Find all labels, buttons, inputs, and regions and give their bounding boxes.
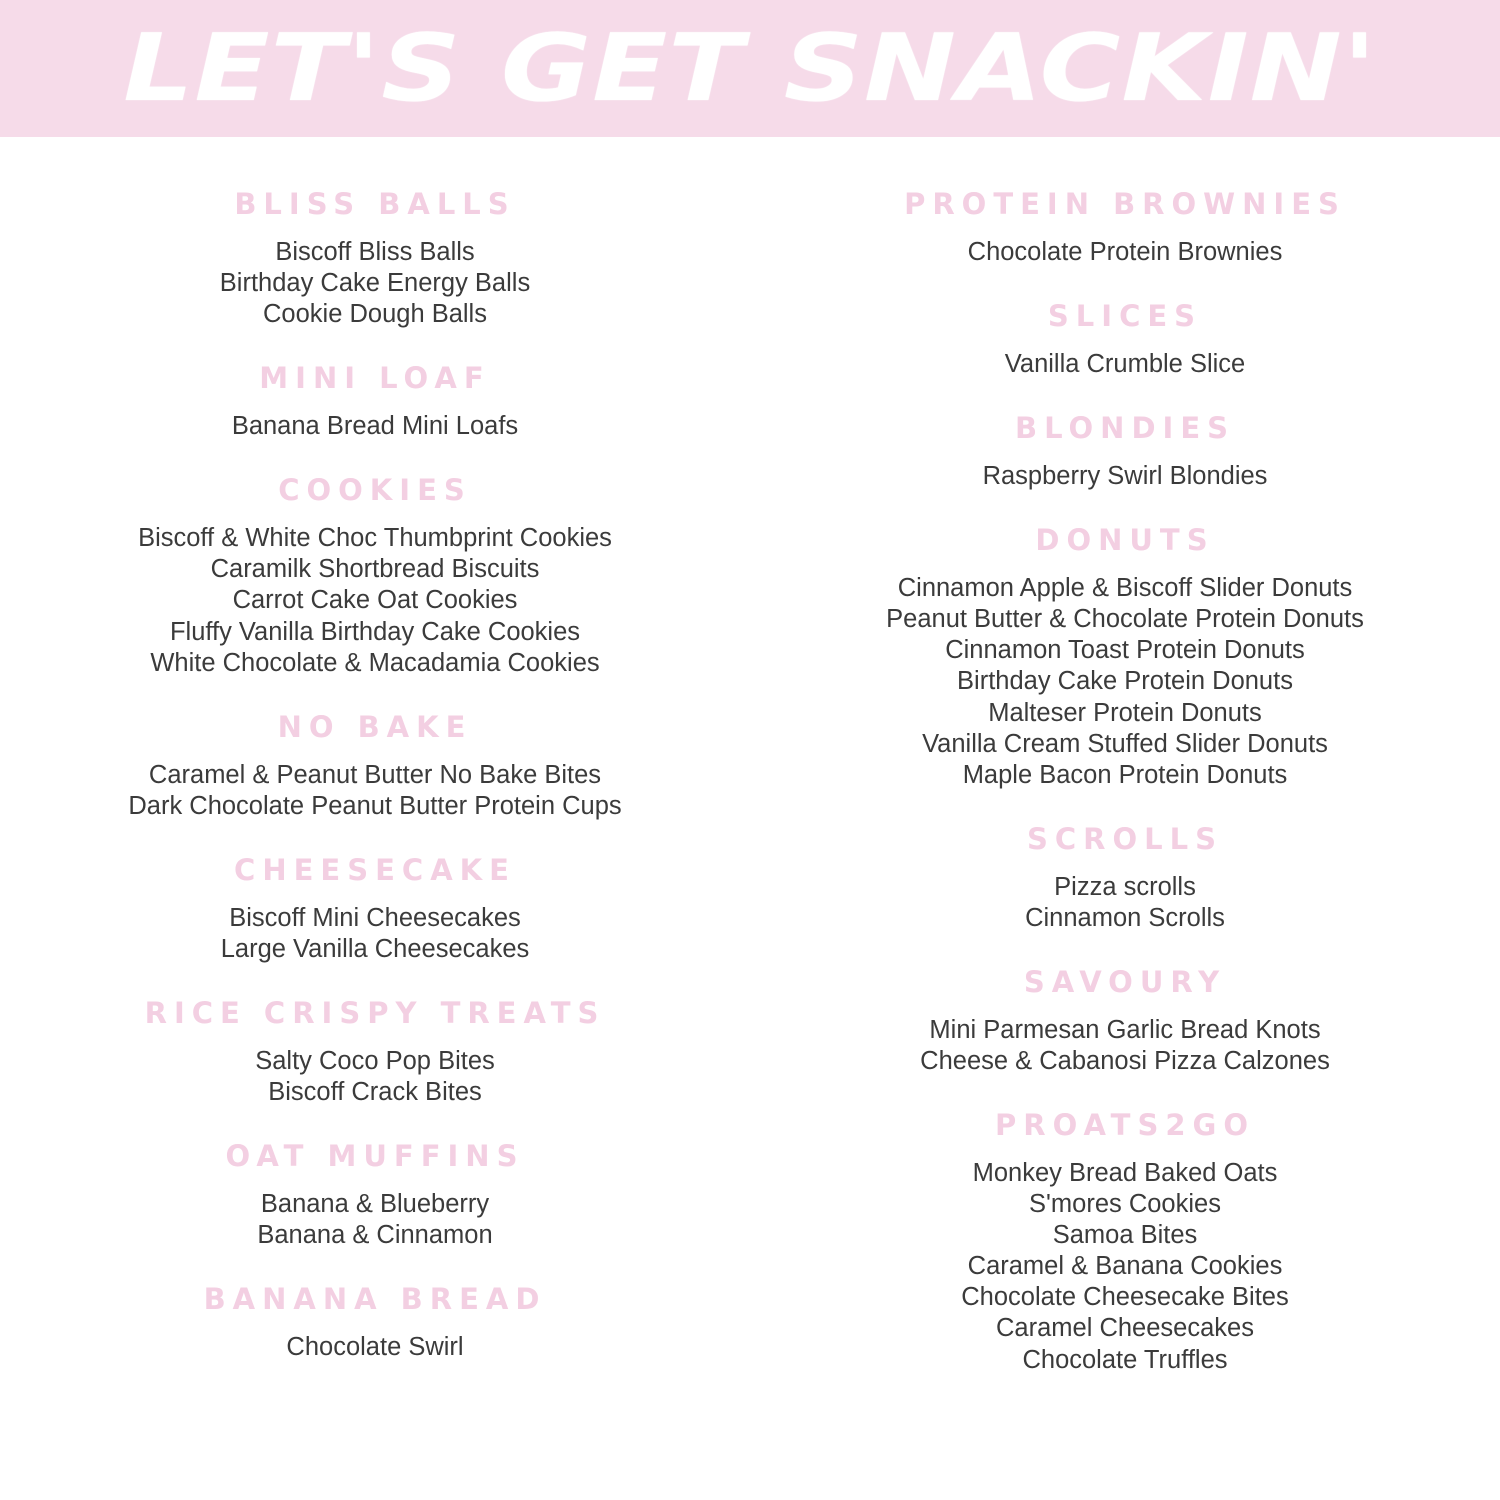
menu-item: Caramel Cheesecakes <box>996 1314 1254 1343</box>
section-title: BANANA BREAD <box>203 1282 547 1317</box>
section-title: SAVOURY <box>1023 964 1227 999</box>
menu-section <box>30 996 720 1107</box>
left-column <box>0 177 750 1376</box>
menu-item: Caramel & Banana Cookies <box>967 1252 1283 1281</box>
menu-section <box>30 710 720 821</box>
menu-item: Dark Chocolate Peanut Butter Protein Cups <box>128 791 622 820</box>
section-title: SCROLLS <box>1027 821 1223 856</box>
menu-item: S'mores Cookies <box>1029 1190 1221 1219</box>
menu-item: Cinnamon Apple & Biscoff Slider Donuts <box>897 574 1353 603</box>
menu-item: Malteser Protein Donuts <box>988 698 1262 727</box>
menu-section <box>780 1108 1470 1375</box>
menu-item: Salty Coco Pop Bites <box>255 1047 495 1076</box>
menu-item: Biscoff Bliss Balls <box>275 238 475 266</box>
menu-item: Birthday Cake Protein Donuts <box>957 667 1293 696</box>
menu-item: Maple Bacon Protein Donuts <box>962 760 1288 789</box>
menu-item: Cinnamon Scrolls <box>1025 903 1225 932</box>
section-title: SLICES <box>1047 299 1203 334</box>
right-column <box>750 177 1500 1376</box>
menu-section <box>30 361 720 441</box>
section-title: PROTEIN BROWNIES <box>904 187 1346 221</box>
menu-item: Cinnamon Toast Protein Donuts <box>945 636 1305 665</box>
menu-item: Banana & Blueberry <box>260 1190 490 1219</box>
menu-item: Fluffy Vanilla Birthday Cake Cookies <box>169 617 581 646</box>
menu-section <box>30 187 720 329</box>
menu-item: Biscoff Mini Cheesecakes <box>229 903 521 932</box>
menu-item: Chocolate Protein Brownies <box>967 238 1283 266</box>
menu-item: Monkey Bread Baked Oats <box>972 1159 1278 1188</box>
menu-item: White Chocolate & Macadamia Cookies <box>150 648 600 677</box>
menu-item: Cookie Dough Balls <box>263 300 487 329</box>
menu-item: Mini Parmesan Garlic Bread Knots <box>929 1015 1321 1044</box>
menu-item: Pizza scrolls <box>1054 872 1196 901</box>
menu-item: Carrot Cake Oat Cookies <box>232 586 518 615</box>
menu-section <box>780 822 1470 933</box>
menu-item: Chocolate Truffles <box>1022 1345 1228 1374</box>
menu-section <box>30 1282 720 1362</box>
menu-section <box>780 299 1470 379</box>
menu-section <box>30 853 720 964</box>
menu-item: Caramel & Peanut Butter No Bake Bites <box>148 760 602 789</box>
section-title: MINI LOAF <box>259 361 491 396</box>
section-title: BLISS BALLS <box>234 187 516 221</box>
section-title: NO BAKE <box>277 709 473 744</box>
menu-item: Cheese & Cabanosi Pizza Calzones <box>920 1047 1330 1076</box>
menu-section <box>780 965 1470 1076</box>
menu-item: Samoa Bites <box>1052 1221 1198 1250</box>
menu-item: Vanilla Cream Stuffed Slider Donuts <box>922 729 1328 758</box>
section-title: COOKIES <box>278 473 472 508</box>
menu-item: Birthday Cake Energy Balls <box>219 269 531 298</box>
menu-item: Banana Bread Mini Loafs <box>231 412 519 441</box>
section-title: BLONDIES <box>1014 411 1236 446</box>
menu-item: Banana & Cinnamon <box>257 1221 493 1250</box>
menu-item: Peanut Butter & Chocolate Protein Donuts <box>886 605 1364 634</box>
menu-item: Chocolate Swirl <box>286 1333 464 1362</box>
menu-section <box>30 1139 720 1250</box>
section-title: PROATS2GO <box>995 1108 1255 1143</box>
menu-section <box>780 411 1470 491</box>
section-title: DONUTS <box>1035 523 1215 558</box>
section-title: RICE CRISPY TREATS <box>144 996 606 1031</box>
menu-section <box>780 187 1470 267</box>
menu-section <box>30 473 720 677</box>
menu-item: Caramilk Shortbread Biscuits <box>210 555 540 584</box>
section-title: CHEESECAKE <box>234 852 516 887</box>
menu-item: Vanilla Crumble Slice <box>1004 350 1246 379</box>
menu-item: Chocolate Cheesecake Bites <box>961 1283 1289 1312</box>
menu-item: Large Vanilla Cheesecakes <box>220 934 530 963</box>
menu-columns <box>0 137 1500 1376</box>
menu-item: Biscoff & White Choc Thumbprint Cookies <box>138 524 612 553</box>
menu-section <box>780 523 1470 790</box>
section-title: OAT MUFFINS <box>225 1139 525 1174</box>
menu-item: Raspberry Swirl Blondies <box>982 462 1268 491</box>
menu-item: Biscoff Crack Bites <box>268 1078 482 1107</box>
header-banner <box>0 0 1500 137</box>
page-title: LET'S GET SNACKIN' <box>122 14 1378 122</box>
